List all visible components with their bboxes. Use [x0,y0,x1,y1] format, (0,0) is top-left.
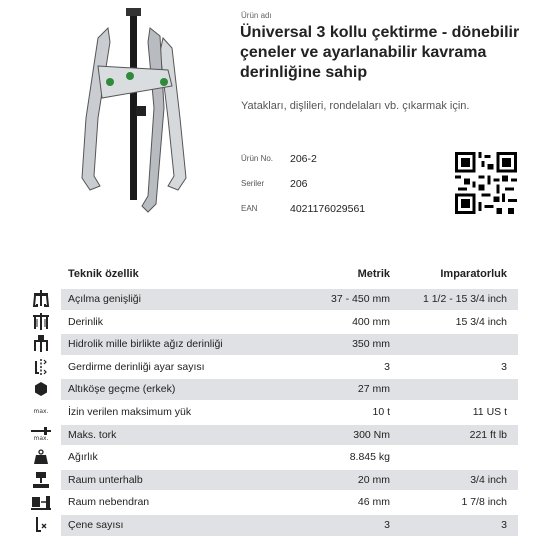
hexagon-icon [30,379,52,399]
table-row [0,311,542,334]
product-title: Üniversal 3 kollu çektirme - dönebilir çeneler ve ayarlanabilir kavrama derinliğine sahip [240,24,520,81]
jaw-count-icon [30,515,52,535]
spec-metric: 46 mm [357,496,390,509]
spec-imperial: 3 [501,518,507,531]
spec-name: Derinlik [68,315,104,328]
meta-value: 206 [290,178,308,190]
spec-name: Raum unterhalb [68,473,143,486]
meta-value: 4021176029561 [290,203,366,215]
spec-metric: 8.845 kg [349,451,390,464]
spec-metric: 20 mm [357,473,390,486]
spec-imperial: 15 3/4 inch [455,315,507,328]
column-header-imperial: Imparatorluk [440,268,507,280]
max-load-icon [30,402,52,422]
table-row [0,288,542,311]
product-name-label: Ürün adı [241,11,272,20]
spec-metric: 10 t [372,405,390,418]
spec-name: Altıköşe geçme (erkek) [68,383,176,396]
table-row [0,378,542,401]
table-row [0,491,542,514]
meta-key: Seriler [241,179,265,188]
spec-name: Maks. tork [68,428,117,441]
spec-metric: 3 [384,360,390,373]
max-load-icon-text: max. [33,408,49,416]
spec-imperial: 1 7/8 inch [461,496,507,509]
depth-adjust-icon [30,357,52,377]
space-beside-icon [30,492,52,512]
spec-table [0,288,542,537]
spec-name: İzin verilen maksimum yük [68,405,192,418]
max-torque-icon [30,425,52,445]
spec-name: Ağırlık [68,451,98,464]
spec-metric: 300 Nm [353,428,390,441]
table-row [0,401,542,424]
product-subtitle: Yatakları, dişlileri, rondelaları vb. çıkarmak için. [241,100,470,112]
weight-icon [30,447,52,467]
table-row [0,333,542,356]
spec-imperial: 3 [501,360,507,373]
table-row [0,514,542,537]
spec-imperial: 3/4 inch [470,473,507,486]
product-image [68,8,208,213]
qr-code [455,152,517,214]
spec-metric: 3 [384,518,390,531]
spec-name: Açılma genişliği [68,293,141,305]
meta-key: EAN [241,204,258,213]
spec-imperial: 1 1/2 - 15 3/4 inch [422,293,507,305]
opening-width-icon [30,289,52,309]
column-header-spec: Teknik özellik [68,268,139,280]
meta-value: 206-2 [290,153,317,165]
depth-icon [30,312,52,332]
spec-imperial: 221 ft lb [469,428,507,441]
meta-key: Ürün No. [241,154,274,163]
max-torque-icon-text: max. [33,435,49,443]
hydraulic-spindle-icon [30,334,52,354]
table-row [0,356,542,379]
table-row [0,446,542,469]
spec-name: Hidrolik mille birlikte ağız derinliği [68,338,223,351]
spec-name: Gerdirme derinliği ayar sayısı [68,360,205,373]
spec-name: Raum nebendran [68,496,150,509]
spec-metric: 27 mm [357,383,390,396]
space-below-icon [30,470,52,490]
spec-metric: 350 mm [352,338,390,351]
spec-imperial: 11 US t [472,405,507,418]
spec-metric: 37 - 450 mm [331,293,390,305]
spec-metric: 400 mm [352,315,390,328]
column-header-metric: Metrik [357,268,390,280]
spec-table-header [0,268,542,288]
table-row [0,469,542,492]
table-row [0,424,542,447]
spec-name: Çene sayısı [68,518,124,531]
